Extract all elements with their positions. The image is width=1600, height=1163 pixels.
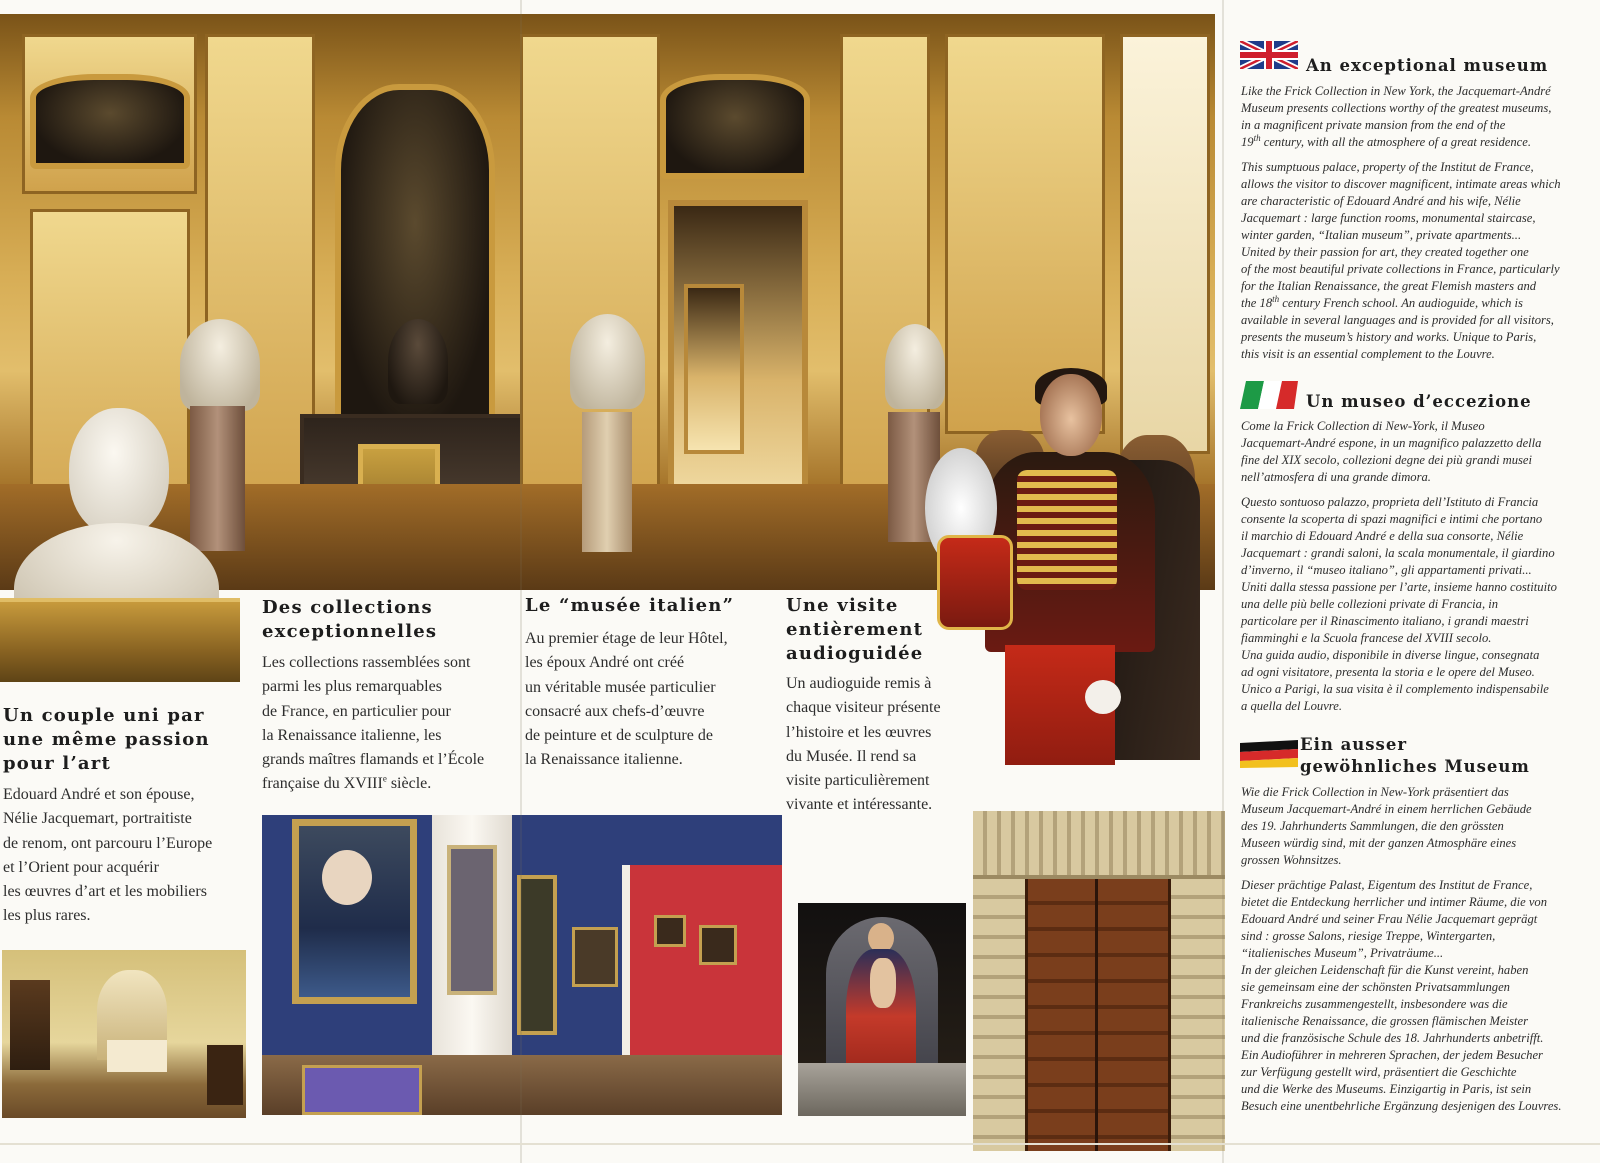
text-line xyxy=(1241,295,1596,312)
painted-overdoor xyxy=(30,74,190,169)
text-line: In der gleichen Leidenschaft für die Kunst vereint, haben xyxy=(1241,963,1529,977)
text-line: und die Werke des Museums. Einzigartig in Paris, ist sein xyxy=(1241,1082,1532,1096)
text-line: for the Italian Renaissance, the great Flemish masters and xyxy=(1241,279,1537,293)
fold-crease xyxy=(520,0,522,1163)
text-line: Jacquemart-André espone, in un magnifico palazzetto della xyxy=(1241,436,1542,450)
text-line: Edouard André et son épouse, xyxy=(3,786,195,803)
text-line: un véritable musée particulier xyxy=(525,678,716,696)
visite-text xyxy=(786,672,966,818)
framed-painting xyxy=(654,915,686,947)
text-line: sind : grosse Salons, riesige Treppe, Wintergarten, xyxy=(1241,929,1496,943)
wooden-doors xyxy=(1025,879,1171,1151)
text-line: una delle più belle collezioni private di Francia, in xyxy=(1241,597,1499,611)
carved-stone-portal xyxy=(973,811,1225,1151)
cabinet xyxy=(10,980,50,1070)
portal-jamb-left xyxy=(973,879,1025,1151)
text-line: Au premier étage de leur Hôtel, xyxy=(525,630,728,647)
bed-linen xyxy=(107,1040,167,1072)
text-line: allows the visitor to discover magnificent, intimate areas which xyxy=(1241,177,1561,191)
text-line: les époux André ont créé xyxy=(525,654,685,672)
bedroom-photo xyxy=(2,950,246,1118)
text-line: this visit is an essential complement to the Louvre. xyxy=(1241,347,1495,361)
text-line: Like the Frick Collection in New York, the Jacquemart-André xyxy=(1241,84,1551,98)
couple-heading-line: pour l’art xyxy=(3,753,111,774)
english-text xyxy=(1241,83,1596,363)
white-glove xyxy=(1085,680,1121,714)
text-line: des 19. Jahrhunderts Sammlungen, die den grössten xyxy=(1241,819,1504,833)
text-line: Una guida audio, disponibile in diverse lingue, consegnata xyxy=(1241,648,1540,662)
uk-flag-icon xyxy=(1240,41,1298,69)
text-fragment: the 18 xyxy=(1241,296,1273,310)
text-line: grands maîtres flamands et l’École xyxy=(262,751,485,769)
officer-portrait xyxy=(925,360,1203,765)
text-line: United by their passion for art, they created together one xyxy=(1241,245,1529,259)
framed-portrait xyxy=(292,819,417,1004)
text-line: winter garden, “Italian museum”, private apartments... xyxy=(1241,228,1522,242)
stone-pedestal xyxy=(582,412,632,552)
madonna-painting-photo xyxy=(798,903,966,1116)
collections-heading-line: Des collections xyxy=(262,597,433,618)
text-line: chaque visiteur présente xyxy=(786,699,941,717)
text-line: available in several languages and is provided for all visitors, xyxy=(1241,313,1554,327)
germany-flag-icon xyxy=(1240,740,1298,768)
portrait-figure xyxy=(322,850,372,905)
fold-crease xyxy=(1222,0,1224,1163)
framed-portrait-small xyxy=(572,927,618,987)
small-painting xyxy=(517,875,557,1035)
text-line: fine del XIX secolo, collezioni degne dei più grandi musei xyxy=(1241,453,1532,467)
collections-text xyxy=(262,651,522,797)
text-line: presents the museum’s history and works. Unique to Paris, xyxy=(1241,330,1537,344)
italien-text xyxy=(525,627,780,773)
italian-heading: Un museo d’eccezione xyxy=(1306,392,1532,411)
text-line: de France, en particulier pour xyxy=(262,702,451,720)
german-text xyxy=(1241,784,1596,1115)
purple-bench xyxy=(302,1065,422,1115)
text-line: il marchio di Edouard André e della sua consorte, Nélie xyxy=(1241,529,1524,543)
text-line: grossen Wohnsitzes. xyxy=(1241,853,1342,867)
distant-doorway xyxy=(684,284,744,454)
text-line: fiamminghi e la Scuola francese del XVIII secolo. xyxy=(1241,631,1492,645)
painted-overdoor xyxy=(660,74,810,179)
text-line: Museum Jacquemart-André in einem herrlichen Gebäude xyxy=(1241,802,1532,816)
collections-heading-line: exceptionnelles xyxy=(262,621,438,642)
text-line: a quella del Louvre. xyxy=(1241,699,1342,713)
text-fragment: siècle. xyxy=(386,775,432,793)
text-line: Museum presents collections worthy of the greatest museums, xyxy=(1241,101,1552,115)
text-line: parmi les plus remarquables xyxy=(262,678,442,696)
text-line: de renom, ont parcouru l’Europe xyxy=(3,834,213,852)
bust-head xyxy=(69,408,169,536)
text-line: visite particulièrement xyxy=(786,772,930,790)
picture-gallery-photo xyxy=(262,815,782,1115)
text-line: Jacquemart : large function rooms, monumental staircase, xyxy=(1241,211,1536,225)
text-fragment: française du XVIII xyxy=(262,775,383,793)
text-line: Museen würdig sind, mit der ganzen Atmosphäre eines xyxy=(1241,836,1517,850)
visite-heading-line: entièrement xyxy=(786,619,924,640)
text-line: in a magnificent private mansion from the end of the xyxy=(1241,118,1506,132)
text-line: ad ogni visitatore, presenta la storia e le opere del Museo. xyxy=(1241,665,1535,679)
text-line: bietet die Entdeckung herrlicher und intimer Räume, die von xyxy=(1241,895,1548,909)
text-line: Jacquemart : grandi saloni, la scala monumentale, il giardino xyxy=(1241,546,1555,560)
german-heading xyxy=(1300,734,1530,778)
text-line: les plus rares. xyxy=(3,907,91,925)
text-line xyxy=(1241,134,1596,151)
text-line: particolare per il Rinascimento italiano, i grandi maestri xyxy=(1241,614,1529,628)
text-line: Questo sontuoso palazzo, proprieta dell’Istituto di Francia xyxy=(1241,495,1539,509)
text-line: d’inverno, il “museo italiano”, gli appartamenti privati... xyxy=(1241,563,1532,577)
text-line: consente la scoperta di spazi magnifici e intimi che portano xyxy=(1241,512,1543,526)
face xyxy=(1040,374,1102,456)
text-line: Come la Frick Collection di New-York, il Museo xyxy=(1241,419,1485,433)
gilded-bust-base xyxy=(0,598,240,682)
text-line: Wie die Frick Collection in New-York präsentiert das xyxy=(1241,785,1509,799)
bottom-edge xyxy=(0,1143,1600,1145)
text-line: zur Verfügung gestellt wird, präsentiert die Geschichte xyxy=(1241,1065,1517,1079)
portal-lintel xyxy=(973,811,1225,879)
framed-painting xyxy=(699,925,737,965)
door-split xyxy=(1095,879,1098,1151)
text-line: und die französische Schule des 18. Jahrhunderts anbetrifft. xyxy=(1241,1031,1544,1045)
visite-heading-line: audioguidée xyxy=(786,643,924,664)
text-line: la Renaissance italienne. xyxy=(525,751,683,769)
text-line: de peinture et de sculpture de xyxy=(525,727,713,745)
marble-bust-center xyxy=(570,314,645,409)
text-line: Ein Audioführer in mehreren Sprachen, der jedem Besucher xyxy=(1241,1048,1543,1062)
text-line: Uniti dalla stessa passione per l’arte, insieme hanno costituito xyxy=(1241,580,1557,594)
text-fragment: 19 xyxy=(1241,135,1254,149)
text-line: consacré aux chefs-d’œuvre xyxy=(525,702,705,720)
text-fragment: century, with all the atmosphere of a great residence. xyxy=(1260,135,1531,149)
text-line: l’histoire et les œuvres xyxy=(786,723,932,741)
couple-heading xyxy=(3,704,210,776)
text-line: Les collections rassemblées sont xyxy=(262,654,471,671)
german-heading-line: Ein ausser xyxy=(1300,735,1408,754)
text-line: Unico a Parigi, la sua visita è il complemento indispensabile xyxy=(1241,682,1549,696)
child-figure xyxy=(870,958,896,1008)
text-line: Dieser prächtige Palast, Eigentum des Institut de France, xyxy=(1241,878,1533,892)
text-line: sie gemeinsam eine der schönsten Privatsammlungen xyxy=(1241,980,1510,994)
text-line: Edouard André und seiner Frau Nélie Jacquemart geprägt xyxy=(1241,912,1538,926)
text-line: du Musée. Il rend sa xyxy=(786,747,917,765)
italy-flag-icon xyxy=(1240,381,1298,409)
text-line: Nélie Jacquemart, portraitiste xyxy=(3,810,192,828)
text-line: nell’atmosfera di una grande dimora. xyxy=(1241,470,1431,484)
text-line: italienische Renaissance, die grossen flämischen Meister xyxy=(1241,1014,1529,1028)
couple-text xyxy=(3,783,253,929)
superscript: th xyxy=(1253,132,1261,143)
gold-braid xyxy=(1017,470,1117,590)
red-shako xyxy=(937,535,1013,630)
couple-heading-line: une même passion xyxy=(3,729,210,750)
visite-heading-line: Une visite xyxy=(786,595,899,616)
text-line: vivante et intéressante. xyxy=(786,796,933,814)
marble-bust-left xyxy=(180,319,260,411)
text-fragment: century French school. An audioguide, which is xyxy=(1279,296,1523,310)
german-heading-line: gewöhnliches Museum xyxy=(1300,757,1530,776)
text-line: are characteristic of Edouard André and his wife, Nélie xyxy=(1241,194,1521,208)
collections-heading xyxy=(262,596,437,644)
text-line: Un audioguide remis à xyxy=(786,675,932,692)
portal-jamb-right xyxy=(1171,879,1225,1151)
text-line: of the most beautiful private collections in France, particularly xyxy=(1241,262,1560,276)
text-line: This sumptuous palace, property of the Institut de France, xyxy=(1241,160,1534,174)
text-line: les œuvres d’art et les mobiliers xyxy=(3,883,207,901)
text-line: et l’Orient pour acquérir xyxy=(3,858,159,876)
text-line: la Renaissance italienne, les xyxy=(262,726,442,744)
text-line: “italienisches Museum”, Privaträume... xyxy=(1241,946,1444,960)
english-heading: An exceptional museum xyxy=(1306,56,1549,75)
commode xyxy=(207,1045,243,1105)
stone-step xyxy=(798,1063,966,1116)
italian-text xyxy=(1241,418,1596,715)
superscript: th xyxy=(1272,293,1280,304)
text-line xyxy=(262,772,522,796)
visite-heading xyxy=(786,594,923,666)
superscript: e xyxy=(382,774,387,785)
text-line: Frankreichs zusammengestellt, insbesondere was die xyxy=(1241,997,1508,1011)
white-bust-sculpture xyxy=(14,408,219,608)
couple-heading-line: Un couple uni par xyxy=(3,705,205,726)
bronze-bust xyxy=(388,319,448,404)
text-line: Besuch eine unentbehrliche Ergänzung desjenigen des Louvres. xyxy=(1241,1099,1562,1113)
italien-heading: Le “musée italien” xyxy=(525,595,735,616)
pier-mirror xyxy=(447,845,497,995)
